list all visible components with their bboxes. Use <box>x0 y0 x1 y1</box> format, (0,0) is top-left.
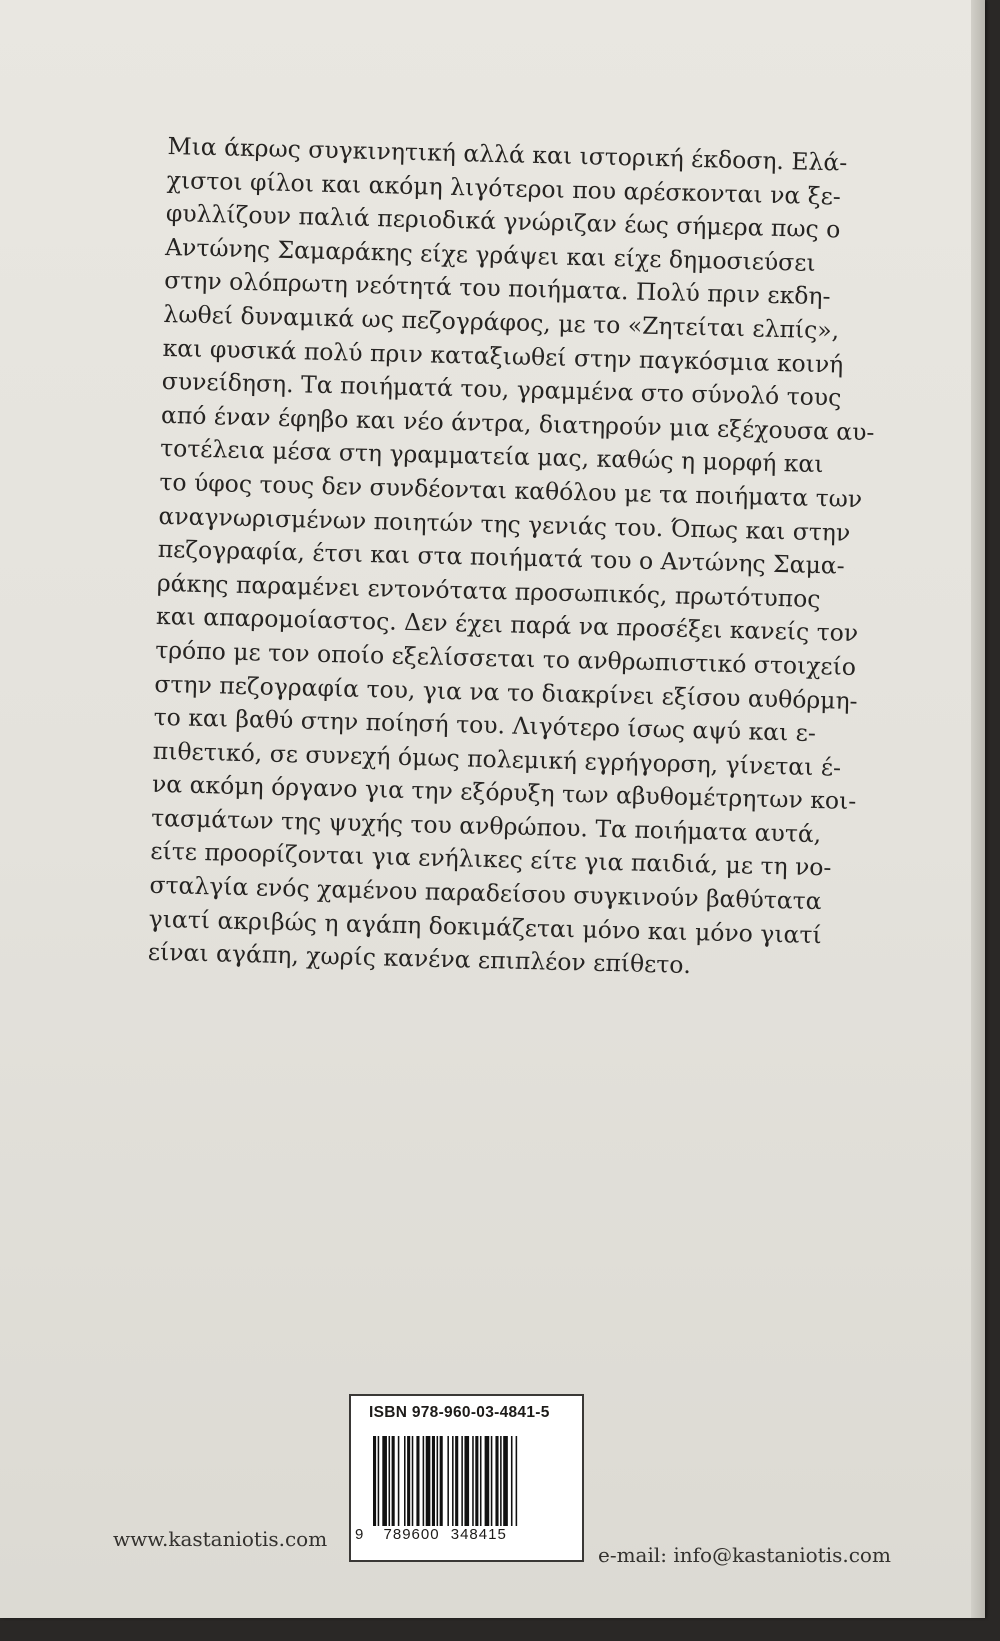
blurb-line: το και βαθύ στην ποίησή του. Λιγότερο ίσως αψύ και ε- <box>153 702 817 748</box>
publisher-email[interactable]: e-mail: info@kastaniotis.com <box>598 1543 891 1567</box>
barcode-bar <box>511 1436 513 1536</box>
cover-edge <box>971 0 985 1618</box>
barcode-bar <box>416 1436 419 1536</box>
barcode-bar <box>404 1436 406 1536</box>
blurb-line: πεζογραφία, έτσι και στα ποιήματά του ο Αντώνης Σαμα- <box>157 535 846 580</box>
barcode-bar <box>392 1436 395 1536</box>
barcode-bar <box>480 1436 482 1536</box>
blurb-line: είτε προορίζονται για ενήλικες είτε για παιδιά, με τη νο- <box>150 837 832 882</box>
barcode-bar <box>475 1436 478 1536</box>
barcode-bar <box>378 1436 380 1536</box>
barcode-bar <box>503 1436 508 1536</box>
blurb-line: σταλγία ενός χαμένου παραδείσου συγκινούν βαθύτατα <box>149 870 822 916</box>
blurb-line: τοτέλεια μέσα στη γραμματεία μας, καθώς η μορφή και <box>159 434 824 479</box>
barcode-bars <box>373 1436 568 1536</box>
barcode-bar <box>491 1436 493 1536</box>
blurb-line: να ακόμη όργανο για την εξόρυξη των αβυθομέτρητων κοι- <box>151 770 857 816</box>
blurb-line: Μια άκρως συγκινητική αλλά και ιστορική έκδοση. Ελά- <box>167 131 848 177</box>
barcode-bar <box>373 1436 376 1536</box>
barcode-digits <box>355 1526 580 1543</box>
blurb-line: αναγνωρισμένων ποιητών της γενιάς του. Όπως και στην <box>158 501 851 547</box>
barcode-bar <box>389 1436 391 1536</box>
barcode-bar <box>423 1436 425 1536</box>
barcode-bar <box>447 1436 449 1536</box>
isbn-barcode <box>349 1394 584 1562</box>
blurb-line: γιατί ακριβώς η αγάπη δοκιμάζεται μόνο και μόνο γιατί <box>148 904 823 949</box>
barcode-digits-right: 348415 <box>450 1526 507 1543</box>
blurb-line: πιθετικό, σε συνεχή όμως πολεμική εγρήγορση, γίνεται έ- <box>152 736 842 782</box>
barcode-bar <box>495 1436 498 1536</box>
blurb-text <box>147 130 875 985</box>
blurb-line: φυλλίζουν παλιά περιοδικά γνώριζαν έως σήμερα πως ο <box>165 199 841 244</box>
blurb-line: το ύφος τους δεν συνδέονται καθόλου με τα ποιήματα των <box>159 467 863 514</box>
barcode-bar <box>461 1436 463 1536</box>
barcode-bar <box>437 1436 439 1536</box>
isbn-label: ISBN 978-960-03-4841-5 <box>369 1404 550 1421</box>
barcode-bar <box>485 1436 490 1536</box>
barcode-bar <box>382 1436 387 1536</box>
barcode-bar <box>464 1436 469 1536</box>
barcode-digits-left: 789600 <box>383 1526 440 1543</box>
barcode-bar <box>516 1436 518 1536</box>
blurb-line: στην πεζογραφία του, για να το διακρίνει εξίσου αυθόρμη- <box>154 669 858 715</box>
barcode-bar <box>472 1436 474 1536</box>
barcode-bar <box>398 1436 400 1536</box>
blurb-line: Αντώνης Σαμαράκης είχε γράψει και είχε δημοσιεύσει <box>164 232 817 277</box>
blurb-line: λωθεί δυναμικά ως πεζογράφος, με το «Ζητείται ελπίς», <box>163 299 840 345</box>
blurb-line: ράκης παραμένει εντονότατα προσωπικός, πρωτότυπος <box>156 568 821 613</box>
barcode-bar <box>412 1436 414 1536</box>
barcode-bar <box>455 1436 458 1536</box>
blurb-line: τασμάτων της ψυχής του ανθρώπου. Τα ποιήματα αυτά, <box>150 803 822 849</box>
blurb-line: συνείδηση. Τα ποιήματά του, γραμμένα στο σύνολό τους <box>161 367 842 412</box>
barcode-bar <box>407 1436 410 1536</box>
blurb-line: και απαρομοίαστος. Δεν έχει παρά να προσέξει κανείς τον <box>155 602 859 648</box>
blurb-line: από έναν έφηβο και νέο άντρα, διατηρούν μια εξέχουσα αυ- <box>160 400 875 447</box>
barcode-bar <box>426 1436 431 1536</box>
barcode-bar <box>500 1436 502 1536</box>
publisher-website[interactable]: www.kastaniotis.com <box>113 1527 328 1551</box>
barcode-digit-first: 9 <box>355 1526 365 1543</box>
blurb-line: χιστοι φίλοι και ακόμη λιγότεροι που αρέσκονται να ξε- <box>166 165 842 211</box>
blurb-line: και φυσικά πολύ πριν καταξιωθεί στην παγκόσμια κοινή <box>162 333 844 379</box>
blurb-line: είναι αγάπη, χωρίς κανένα επιπλέον επίθετο. <box>147 938 692 980</box>
barcode-bar <box>440 1436 443 1536</box>
barcode-bar <box>452 1436 454 1536</box>
blurb-line: στην ολόπρωτη νεότητά του ποιήματα. Πολύ πριν εκδη- <box>163 266 831 311</box>
blurb-line: τρόπο με τον οποίο εξελίσσεται το ανθρωπιστικό στοιχείο <box>154 635 857 681</box>
barcode-bar <box>432 1436 435 1536</box>
